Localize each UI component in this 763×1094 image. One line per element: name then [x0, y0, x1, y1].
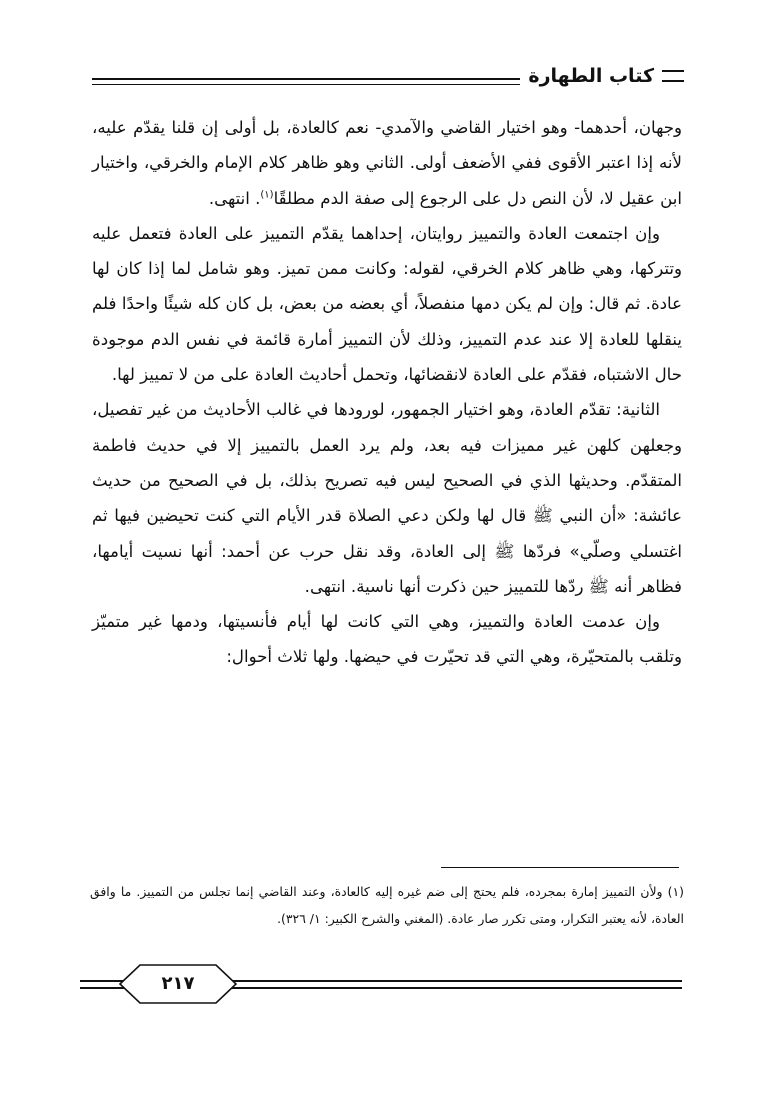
main-text [92, 110, 682, 675]
footnote-separator [441, 867, 679, 868]
paragraph-4: وإن عدمت العادة والتمييز، وهي التي كانت لها أيام فأنسيتها، ودمها غير متميّز وتلقب بالمتحيّرة، وهي التي قد تحيّرت في حيضها. ولها ثلاث أحوال: [92, 612, 682, 667]
page-footer [80, 958, 682, 1008]
running-header-title: كتاب الطهارة [528, 65, 654, 87]
header-rule [92, 78, 520, 85]
paragraph-1-text: وجهان، أحدهما- وهو اختيار القاضي والآمدي- نعم كالعادة، بل أولى إن قلنا يقدّم عليه، لأنه إذا اعتبر الأقوى ففي الأضعف أولى. الثاني وهو ظاهر كلام الإمام والخرقي، واختيار ابن عقيل لا، لأن النص دل على الرجوع إلى صفة الدم مطلقًا [92, 118, 682, 208]
paragraph-1 [92, 110, 682, 216]
footnote-marker: (١) [260, 189, 274, 201]
page-number-badge [118, 963, 238, 1005]
running-header [92, 58, 684, 94]
paragraph-1-tail: . انتهى. [208, 188, 261, 208]
header-ornament-icon [662, 70, 684, 82]
page-number: ٢١٧ [161, 973, 195, 994]
paragraph-3: الثانية: تقدّم العادة، وهو اختيار الجمهور، لورودها في غالب الأحاديث من غير تفصيل، وجعلهن كلهن غير مميزات فيه بعد، ولم يرد العمل بالتمييز إلا في حديث فاطمة المتقدّم. وحديثها الذي في الصحيح ليس فيه تصريح بذلك، بل في الصحيح من حديث عائشة: «أن النبي ﷺ قال لها ولكن دعي الصلاة قدر الأيام التي كنت تحيضين فيها ثم اغتسلي وصلّي» فردّها ﷺ إلى العادة، وقد نقل حرب عن أحمد: أنها نسيت أيامها، فظاهر أنه ﷺ ردّها للتمييز حين ذكرت أنها ناسية. انتهى. [92, 400, 682, 596]
paragraph-2: وإن اجتمعت العادة والتمييز روايتان، إحداهما يقدّم التمييز على العادة فتعمل عليه وتتركها، وهي ظاهر كلام الخرقي، لقوله: وكانت ممن تميز. وهو شامل لما إذا كان لها عادة. ثم قال: وإن لم يكن دمها منفصلاً، أي بعضه من بعض، بل كان كله شيئًا واحدًا فلم ينقلها للعادة إلا عند عدم التمييز، وذلك لأن التمييز أمارة قائمة في نفس الدم موجودة حال الاشتباه، فقدّم على العادة لانقضائها، وتحمل أحاديث العادة على من لا تمييز لها. [92, 223, 682, 385]
footnote: (١) ولأن التمييز إمارة بمجرده، فلم يحتج إلى ضم غيره إليه كالعادة، وعند القاضي إنما تجلس من التمييز. ما وافق العادة، لأنه يعتبر التكرار، ومتى تكرر صار عادة. (المغني والشرح الكبير: ١/ ٣٢٦). [90, 884, 684, 926]
